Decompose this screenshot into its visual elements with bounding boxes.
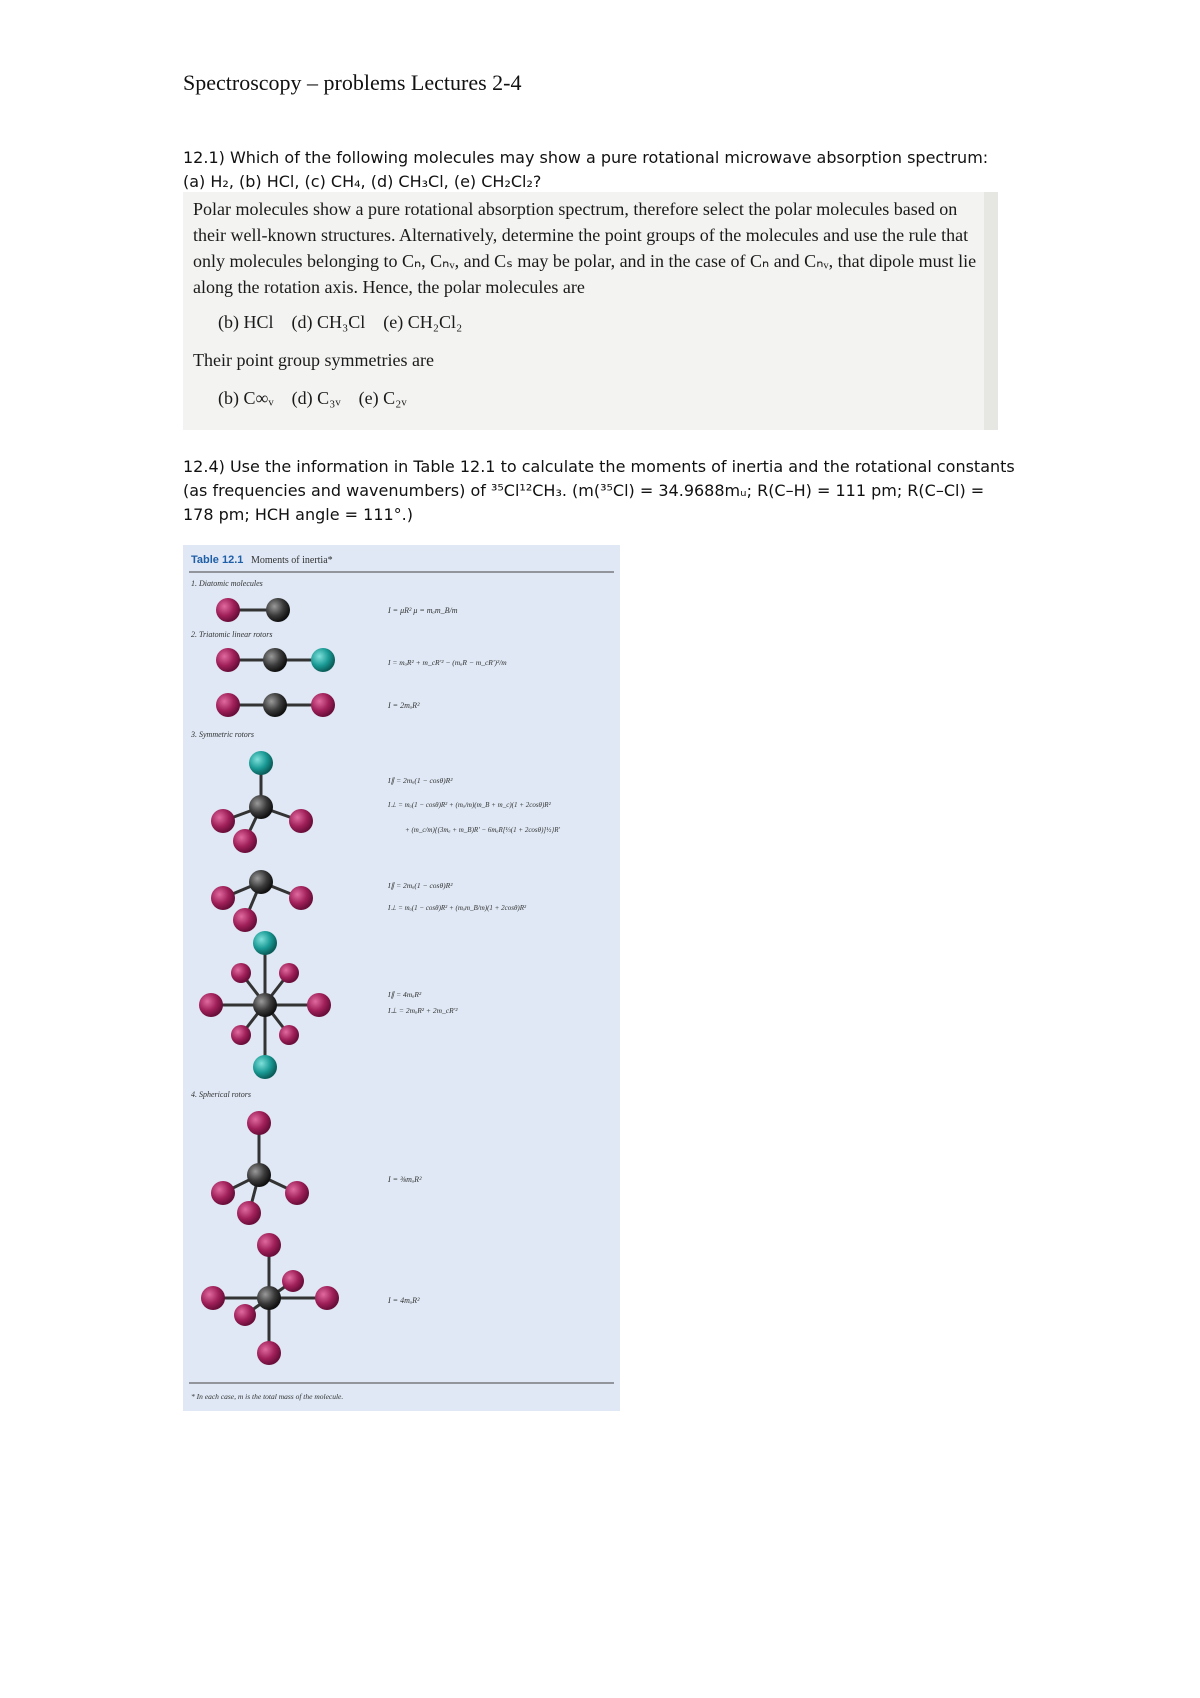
eq-sym1-perp-cont: + (m_c/m){(3mₐ + m_B)R' − 6mₐR[⅓(1 + 2cosθ)]½}R' — [405, 826, 560, 834]
table-12-1-figure — [183, 545, 620, 1411]
section-symmetric-label: 3. Symmetric rotors — [191, 730, 255, 739]
linear-rotor-1 — [216, 648, 335, 672]
question-12-4-line1 — [183, 455, 1043, 479]
eq-spherical-2: I = 4mₐR² — [388, 1296, 420, 1305]
question-12-4-line2: (as frequencies and wavenumbers) of ³⁵Cl¹²CH₃. (m(³⁵Cl) = 34.9688mᵤ; R(C–H) = 111 pm; R(C–Cl) = — [183, 481, 985, 500]
spherical-rotor-2 — [201, 1233, 339, 1365]
eq-linear-2: I = 2mₐR² — [388, 701, 420, 710]
table-title-bold: Table 12.1 — [191, 554, 244, 566]
spherical-rotor-1 — [211, 1111, 309, 1225]
question-12-4 — [183, 455, 1043, 527]
eq-sym1-parallel: I∥ = 2mₐ(1 − cosθ)R² — [388, 776, 453, 785]
eq-diatomic: I = μR² μ = mₐm_B/m — [388, 606, 458, 615]
diatomic-molecule — [216, 598, 290, 622]
symmetric-rotor-1 — [211, 751, 313, 853]
eq-sym2-perp: I⊥ = mₐ(1 − cosθ)R² + (mₐm_B/m)(1 + 2cosθ)R² — [388, 904, 527, 912]
answer-scan — [183, 192, 998, 430]
question-options: (a) H₂, (b) HCl, (c) CH₄, (d) CH₃Cl, (e) CH₂Cl₂? — [183, 172, 542, 191]
section-spherical-label: 4. Spherical rotors — [191, 1090, 251, 1099]
symmetric-rotor-2 — [211, 870, 313, 932]
eq-linear-1: I = mₐR² + m_cR'² − (mₐR − m_cR')²/m — [388, 658, 507, 667]
table-footnote: * In each case, m is the total mass of the molecule. — [191, 1392, 344, 1401]
question-prompt: Which of the following molecules may show a pure rotational microwave absorption spectrum: — [229, 148, 989, 167]
section-linear-label: 2. Triatomic linear rotors — [191, 630, 273, 639]
polar-list: (b) HCl (d) CH₃Cl (e) CH₂Cl₂ — [218, 312, 463, 332]
table-title-rest: Moments of inertia* — [251, 555, 333, 566]
question-line1: Use the information in Table 12.1 to calculate the moments of inertia and the rotational constants — [229, 457, 1015, 476]
question-12-4-line3: 178 pm; HCH angle = 111°.) — [183, 505, 413, 524]
eq-sym1-perp: I⊥ = mₐ(1 − cosθ)R² + (mₐ/m)(m_B + m_c)(1 + 2cosθ)R² — [388, 801, 551, 809]
section-diatomic-label: 1. Diatomic molecules — [191, 579, 263, 588]
question-number: 12.1) — [183, 148, 225, 167]
symmetry-list: (b) C∞ᵥ (d) C₃ᵥ (e) C₂ᵥ — [218, 388, 407, 408]
linear-rotor-2 — [216, 693, 335, 717]
question-number: 12.4) — [183, 457, 225, 476]
question-12-1 — [183, 146, 1043, 194]
eq-spherical-1: I = ⅜mₐR² — [388, 1175, 422, 1184]
symmetry-heading: Their point group symmetries are — [193, 350, 434, 370]
eq-sym2-parallel: I∥ = 2mₐ(1 − cosθ)R² — [388, 881, 453, 890]
question-12-1-text — [183, 146, 1043, 170]
eq-sym3-parallel: I∥ = 4mₐR² — [388, 990, 422, 999]
table-12-1-image — [183, 545, 620, 1411]
symmetric-rotor-3 — [199, 931, 331, 1079]
page-title: Spectroscopy – problems Lectures 2-4 — [183, 70, 522, 95]
scan-edge — [984, 192, 998, 430]
answer-paragraph: Polar molecules show a pure rotational absorption spectrum, therefore select the polar molecules based on their well-known structures. Alternatively, determine the point groups of the molecules and use the rule that only molecules belonging to Cₙ, Cₙᵥ, and Cₛ may be polar, and in the case of Cₙ and Cₙᵥ, that dipole must lie along the rotation axis. Hence, the polar molecules are — [193, 199, 977, 297]
eq-sym3-perp: I⊥ = 2mₐR² + 2m_cR'² — [388, 1006, 458, 1015]
